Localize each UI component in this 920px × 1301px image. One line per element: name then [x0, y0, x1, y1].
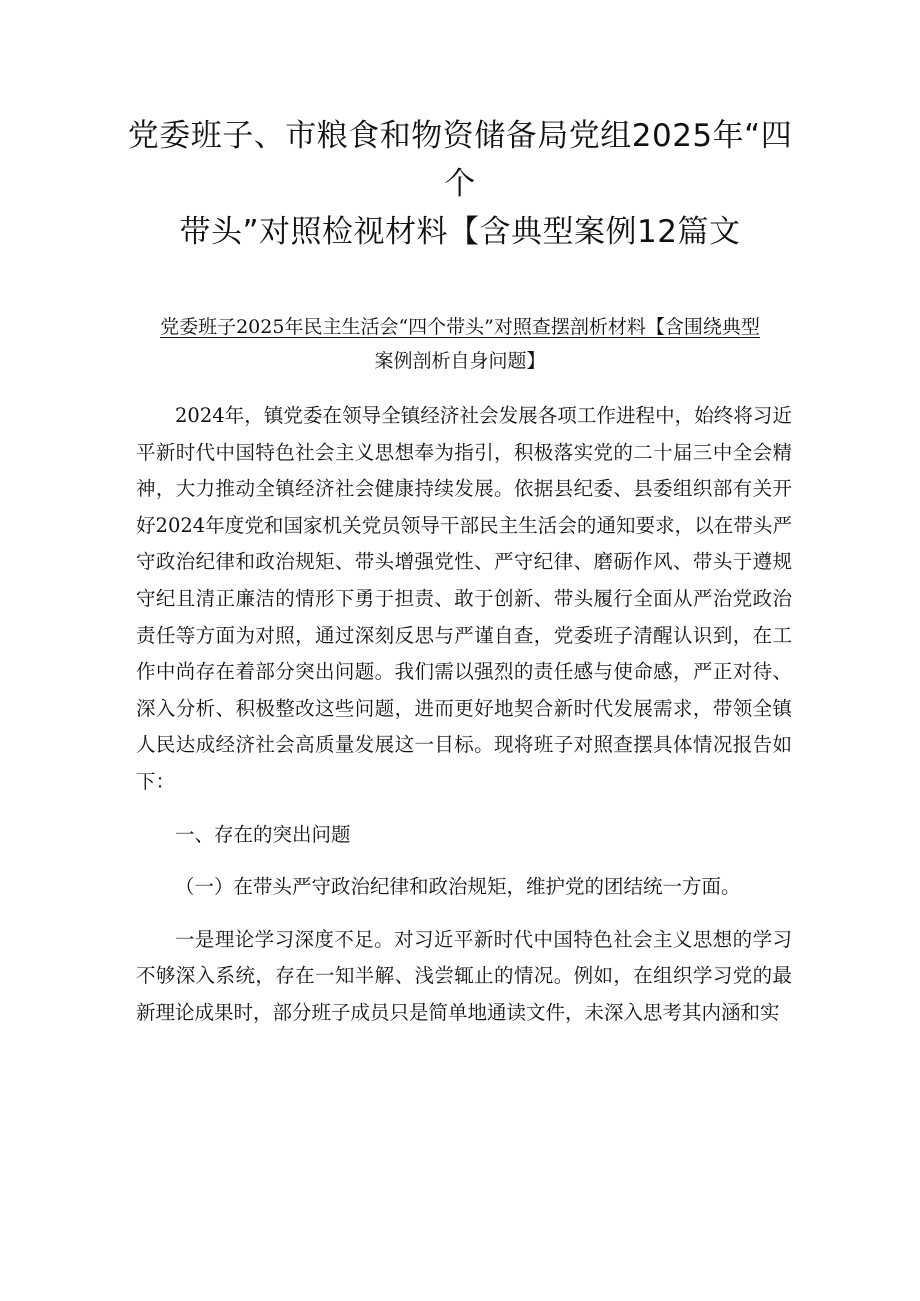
heading-problems: 一、存在的突出问题 [175, 822, 351, 846]
subheading-political-discipline: （一）在带头严守政治纪律和政治规矩，维护党的团结统一方面。 [175, 875, 741, 899]
point-theory-study: 一是理论学习深度不足。对习近平新时代中国特色社会主义思想的学习不够深入系统，存在一知半解、浅尝辄止的情况。例如，在组织学习党的最新理论成果时，部分班子成员只是简单地通读文件，未深入思考其内涵和实 [136, 927, 792, 1024]
section-title-line-2: 案例剖析自身问题】 [374, 350, 546, 372]
document-title-line-2: 带头”对照检视材料【含典型案例12篇文 [179, 214, 741, 250]
document-title-line-1: 党委班子、市粮食和物资储备局党组2025年“四个 [127, 118, 793, 202]
intro-paragraph: 2024年，镇党委在领导全镇经济社会发展各项工作进程中，始终将习近平新时代中国特色社会主义思想奉为指引，积极落实党的二十届三中全会精神，大力推动全镇经济社会健康持续发展。依据县纪委、县委组织部有关开好2024年度党和国家机关党员领导干部民主生活会的通知要求，以在带头严守政治纪律和政治规矩、带头增强党性、严守纪律、磨砺作风、带头于遵规守纪且清正廉洁的情形下勇于担责、敢于创新、带头履行全面从严治党政治责任等方面为对照，通过深刻反思与严谨自查，党委班子清醒认识到，在工作中尚存在着部分突出问题。我们需以强烈的责任感与使命感，严正对待、深入分析、积极整改这些问题，进而更好地契合新时代发展需求，带领全镇人民达成经济社会高质量发展这一目标。现将班子对照查摆具体情况报告如下： [136, 404, 792, 793]
section-title-line-1: 党委班子2025年民主生活会“四个带头”对照查摆剖析材料【含围绕典型 [160, 316, 760, 338]
section-title [128, 312, 792, 376]
document-body [136, 398, 792, 1032]
document-title [120, 112, 800, 256]
